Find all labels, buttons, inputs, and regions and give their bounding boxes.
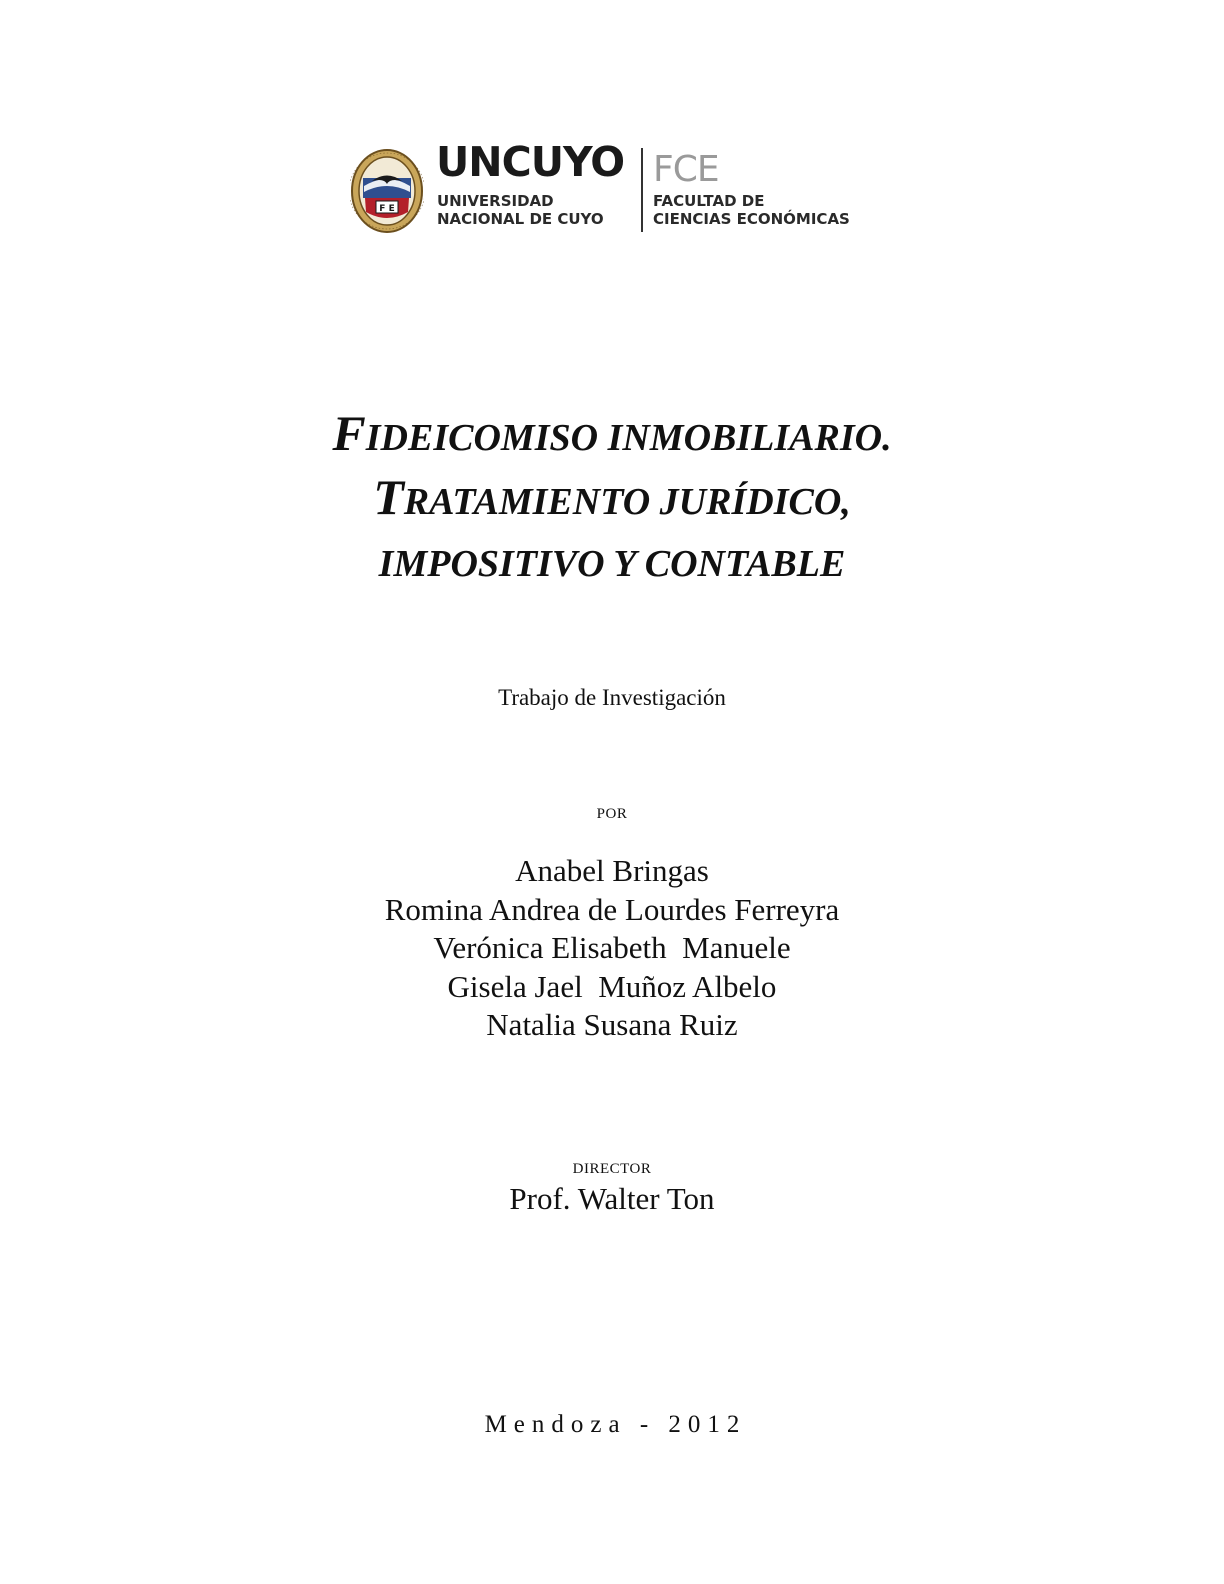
university-subline xyxy=(437,192,604,228)
title-line-1-initial: F xyxy=(332,405,366,461)
title-line-2 xyxy=(0,468,1224,532)
title-line-2-rest: RATAMIENTO JURÍDICO, xyxy=(403,481,851,523)
title-line-1-rest: IDEICOMISO INMOBILIARIO. xyxy=(365,417,892,459)
document-type: Trabajo de Investigación xyxy=(498,685,726,710)
title-line-3-text: IMPOSITIVO Y CONTABLE xyxy=(378,543,846,585)
author-name: Verónica Elisabeth Manuele xyxy=(433,930,791,965)
document-title xyxy=(0,404,1224,594)
institution-logo-header xyxy=(350,138,870,238)
faculty-name: FCE xyxy=(653,149,719,190)
author-name: Natalia Susana Ruiz xyxy=(486,1007,738,1042)
faculty-subline xyxy=(653,192,850,228)
author-name: Gisela Jael Muñoz Albelo xyxy=(447,968,777,1004)
svg-text:F E: F E xyxy=(379,204,395,214)
author-list xyxy=(0,852,1224,1045)
director-name: Prof. Walter Ton xyxy=(509,1181,715,1216)
title-line-2-initial: T xyxy=(373,469,404,525)
faculty-subline-1: FACULTAD DE xyxy=(653,192,765,210)
university-name: UNCUYO xyxy=(436,138,625,186)
director-label: DIRECTOR xyxy=(572,1161,652,1177)
author-name: Romina Andrea de Lourdes Ferreyra xyxy=(384,891,840,927)
place-and-year: Mendoza - 2012 xyxy=(484,1411,747,1438)
university-subline-1: UNIVERSIDAD xyxy=(437,192,554,210)
title-line-3 xyxy=(0,532,1224,594)
faculty-subline-2: CIENCIAS ECONÓMICAS xyxy=(653,210,850,228)
university-subline-2: NACIONAL DE CUYO xyxy=(437,210,604,228)
author-name: Anabel Bringas xyxy=(515,853,709,888)
title-line-1 xyxy=(0,404,1224,468)
logo-divider xyxy=(641,148,643,232)
university-seal-icon xyxy=(350,148,424,234)
authors-label: POR xyxy=(596,806,628,822)
